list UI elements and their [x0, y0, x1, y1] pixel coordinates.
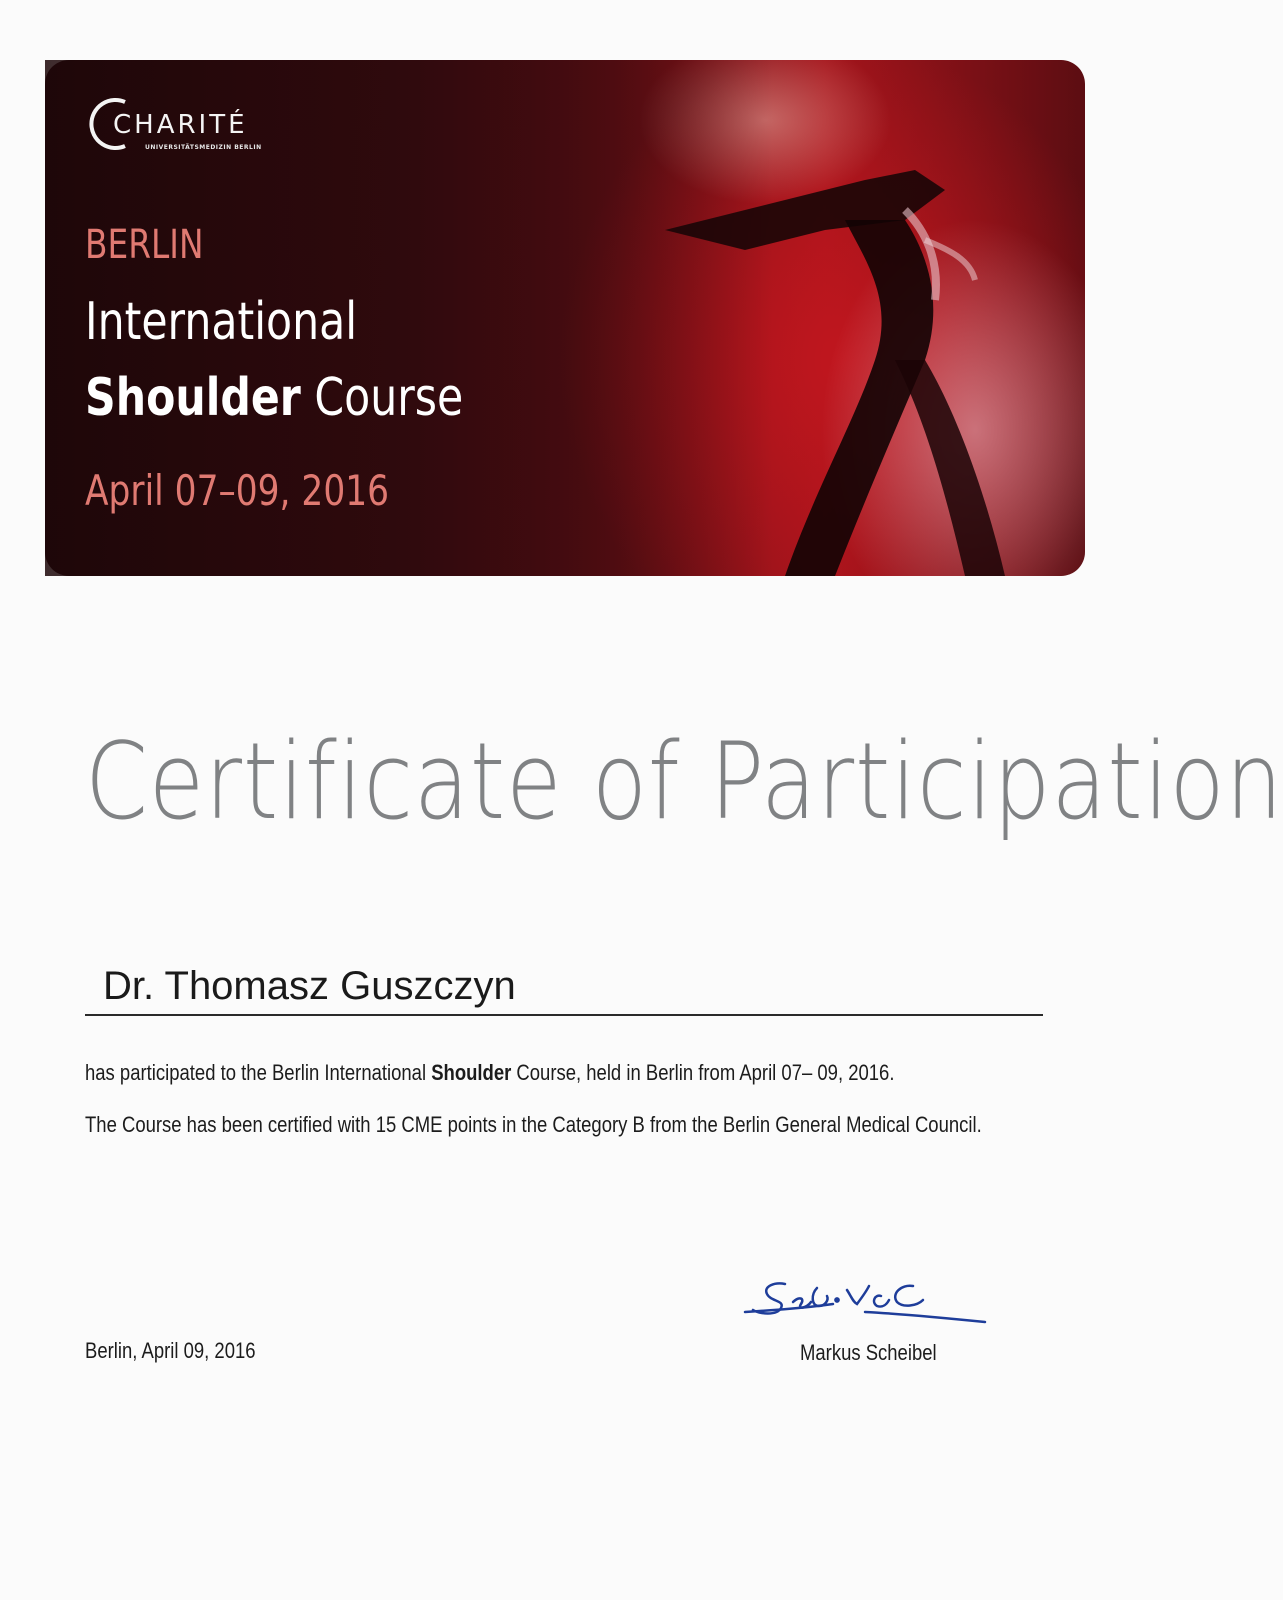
handwritten-signature [745, 1278, 1000, 1340]
statement-after: Course, held in Berlin from April 07– 09, 2016. [511, 1060, 895, 1085]
banner-city: BERLIN [85, 222, 204, 268]
place-date: Berlin, April 09, 2016 [85, 1338, 256, 1363]
banner-dates: April 07–09, 2016 [85, 466, 390, 515]
banner-title-bold: Shoulder [85, 368, 301, 428]
name-underline [85, 1014, 1043, 1016]
signer-name: Markus Scheibel [800, 1340, 937, 1365]
participation-statement [85, 1060, 894, 1086]
banner-title-line1: International [85, 292, 358, 352]
certificate-title: Certificate of Participation [85, 720, 1283, 843]
banner-title-rest: Course [300, 368, 464, 428]
recipient-name: Dr. Thomasz Guszczyn [103, 964, 516, 1008]
statement-before: has participated to the Berlin International [85, 1060, 432, 1085]
charite-logo [85, 94, 275, 164]
cme-statement: The Course has been certified with 15 CME points in the Category B from the Berlin General Medical Council. [85, 1112, 982, 1137]
banner-title-line2 [85, 368, 463, 428]
logo-wordmark: CHARITÉ [113, 110, 248, 140]
header-banner [45, 60, 1085, 576]
logo-subtitle: UNIVERSITÄTSMEDIZIN BERLIN [145, 144, 262, 151]
statement-bold: Shoulder [431, 1060, 512, 1085]
